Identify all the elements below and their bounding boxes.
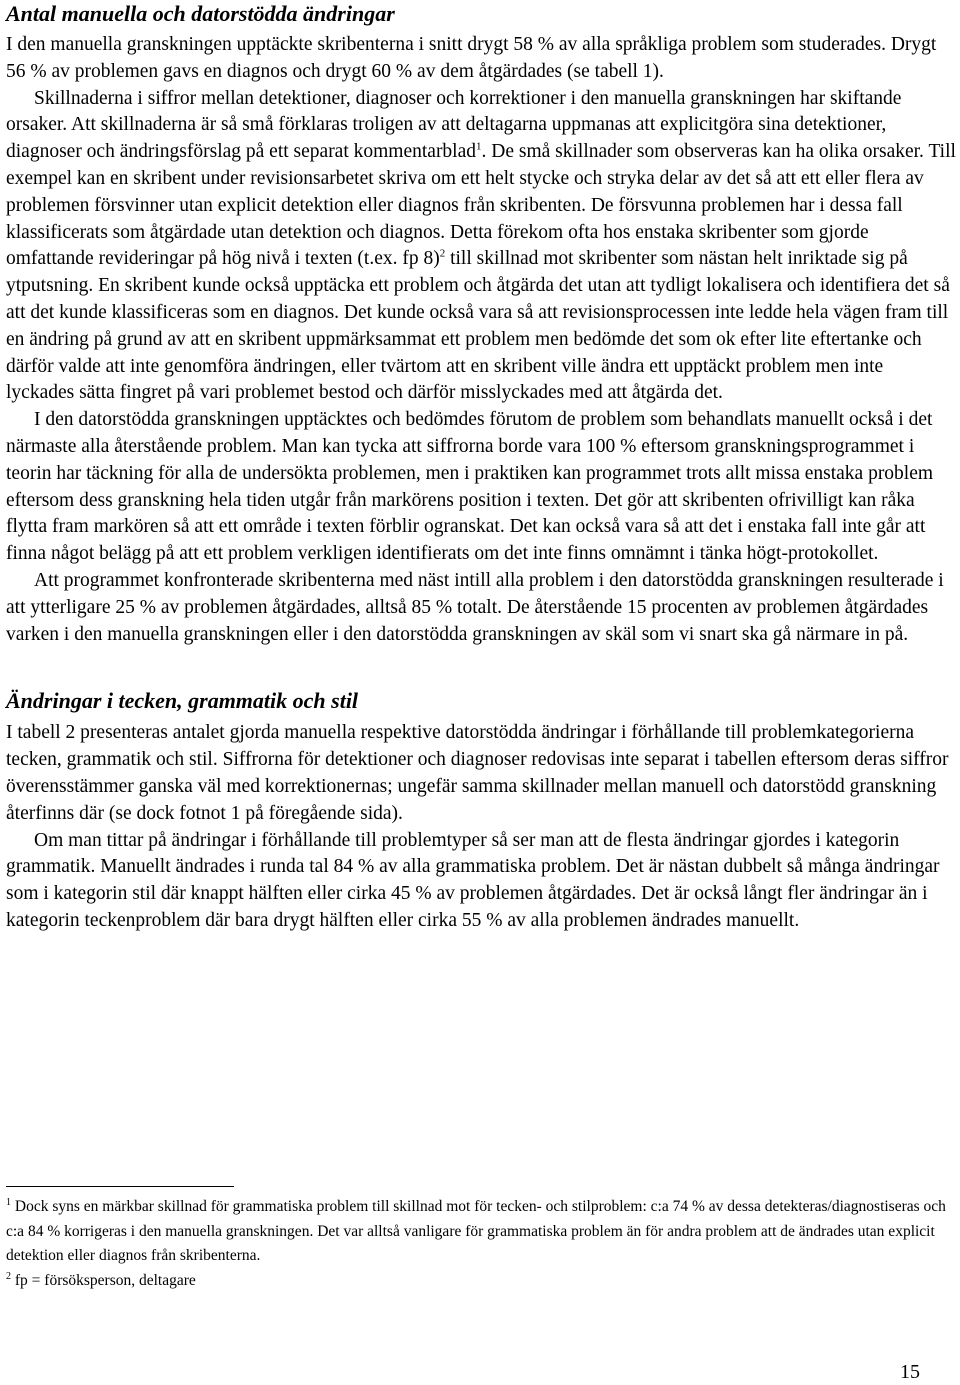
footnote-1	[6, 1195, 956, 1269]
paragraph	[6, 407, 956, 568]
footnote-divider	[6, 1186, 234, 1187]
section-heading-character-grammar-style: Ändringar i tecken, grammatik och stil	[6, 688, 359, 714]
paragraph	[6, 828, 956, 935]
paragraph-text: Att programmet konfronterade skribenterna med näst intill alla problem i den datorstödda granskningen resulterade i att ytterligare 25 % av problemen åtgärdades, alltså 85 % totalt. De återstående 15 procenten av problemen åtgärdades varken i den manuella granskningen eller i den datorstödda granskningen av skäl som vi snart ska gå närmare in på.	[6, 569, 944, 645]
paragraph-text: I tabell 2 presenteras antalet gjorda manuella respektive datorstödda ändringar i förhållande till problemkategorierna tecken, grammatik och stil. Siffrorna för detektioner och diagnoser redovisas inte separat i tabellen eftersom deras siffror överensstämmer ganska väl med korrektionernas; ungefär samma skillnader mellan manuell och datorstödd granskning återfinns där (se dock fotnot 1 på föregående sida).	[6, 722, 949, 824]
footnote-reference[interactable]: 1	[476, 140, 482, 153]
paragraph-text: till skillnad mot skribenter som nästan helt inriktade sig på ytputsning. En skribent kunde också upptäcka ett problem och åtgärda det utan att tydligt lokalisera och identifiera det så att det kunde klassificeras som en diagnos. Det kunde också vara så att revisionsprocessen inte ledde hela vägen fram till en ändring på grund av att en skribent uppmärksammat ett problem men bedömde det som ok efter lite eftertanke och därför valde att inte genomföra ändringen, eller tvärtom att en skribent ville ändra ett upptäckt problem men inte lyckades sätta fingret på vari problemet bestod och därför misslyckades med att åtgärda det.	[6, 248, 950, 404]
paragraph	[6, 568, 956, 648]
footnote-2	[6, 1269, 956, 1294]
footnote-reference[interactable]: 2	[439, 247, 446, 260]
paragraph	[6, 32, 956, 86]
footnote-text: Dock syns en märkbar skillnad för grammatiska problem till skillnad mot för tecken- och stilproblem: c:a 74 % av dessa detekteras/diagnostiseras och c:a 84 % korrigeras i den manuella granskningen. Det var alltså vanligare för grammatiska problem än för andra problem att de ändrades utan explicit detektion eller diagnos från skribenterna.	[6, 1198, 946, 1264]
paragraph	[6, 720, 956, 827]
page-number: 15	[900, 1361, 920, 1383]
paragraph-text: . De små skillnader som observeras kan ha olika orsaker. Till exempel kan en skribent under revisionsarbetet skriva om ett helt stycke och stryka delar av det så att ett eller flera av problemen försvinner utan explicit detektion eller diagnos från skribenten. De försvunna problemen har i dessa fall klassificerats som åtgärdade utan detektion och diagnos. Detta förekom ofta hos enstaka skribenter som gjorde omfattande revideringar på hög nivå i texten (t.ex. fp 8)	[6, 141, 956, 270]
paragraph	[6, 86, 956, 408]
footnote-marker: 2	[6, 1270, 11, 1282]
section-heading-manual-vs-computer-changes: Antal manuella och datorstödda ändringar	[6, 1, 395, 26]
footnote-text: fp = försöksperson, deltagare	[11, 1271, 196, 1289]
footnotes	[6, 1186, 956, 1293]
footnote-marker: 1	[6, 1196, 11, 1208]
paragraph-text: I den datorstödda granskningen upptäcktes och bedömdes förutom de problem som behandlats manuellt också i det närmaste alla återstående problem. Man kan tycka att siffrorna borde vara 100 % eftersom granskningsprogrammet i teorin har täckning för alla de undersökta problemen, men i praktiken kan programmet trots allt missa enstaka problem eftersom dess granskning hela tiden utgår från markörens position i texten. Det gör att skribenten ofrivilligt kan råka flytta fram markören så att ett område i texten förblir ogranskat. Det kan också vara så att det i enstaka fall inte går att finna något belägg på att ett problem verkligen identifierats om det inte finns omnämnt i tänka högt-protokollet.	[6, 409, 934, 565]
paragraph-text: Skillnaderna i siffror mellan detektioner, diagnoser och korrektioner i den manuella granskningen har skiftande orsaker. Att skillnaderna är så små förklaras troligen av att deltagarna uppmanas att explicitgöra sina detektioner, diagnoser och ändringsförslag på ett separat kommentarblad	[6, 87, 902, 163]
paragraph-text: I den manuella granskningen upptäckte skribenterna i snitt drygt 58 % av alla språkliga problem som studerades. Drygt 56 % av problemen gavs en diagnos och drygt 60 % av dem åtgärdades (se tabell 1).	[6, 34, 937, 82]
paragraph-text: Om man tittar på ändringar i förhållande till problemtyper så ser man att de flesta ändringar gjordes i kategorin grammatik. Manuellt ändrades i runda tal 84 % av alla grammatiska problem. Det är nästan dubbelt så många ändringar som i kategorin stil där knappt hälften eller cirka 45 % av problemen åtgärdades. Det är också långt fler ändringar än i kategorin teckenproblem där bara drygt hälften eller cirka 55 % av alla problemen ändrades manuellt.	[6, 829, 940, 931]
document-page	[6, 0, 956, 1289]
